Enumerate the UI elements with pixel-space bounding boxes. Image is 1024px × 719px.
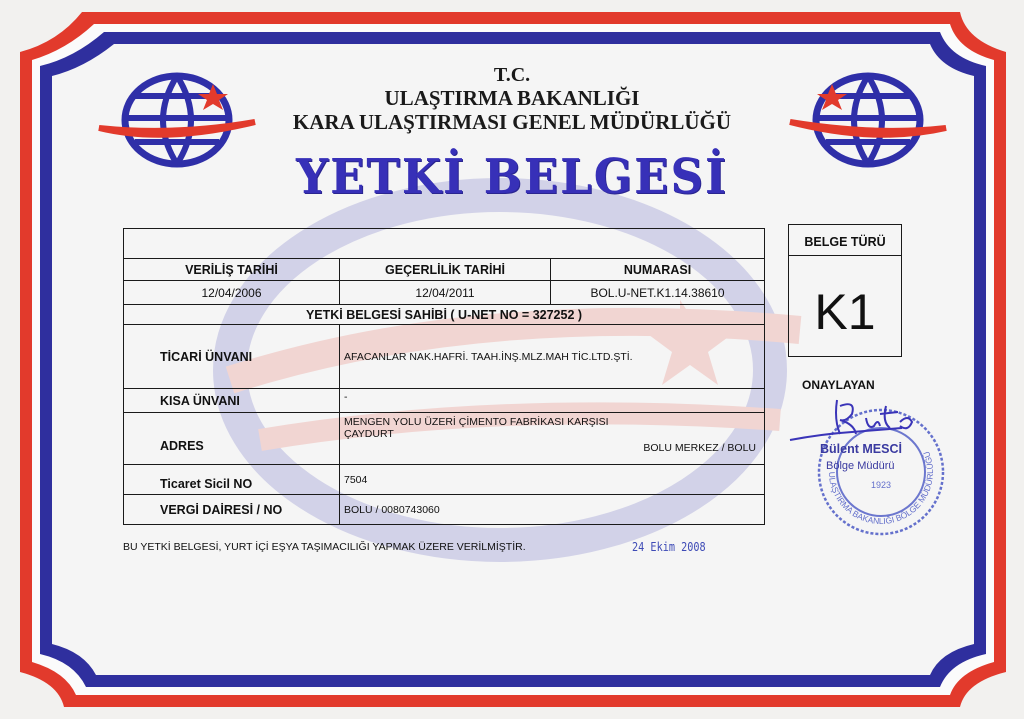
address-city: BOLU MERKEZ / BOLU xyxy=(643,442,756,454)
registry-value: 7504 xyxy=(340,465,765,495)
header-tc: T.C. xyxy=(493,64,531,86)
approver-label: ONAYLAYAN xyxy=(802,378,875,392)
short-name-row xyxy=(124,389,765,413)
address-row xyxy=(124,413,765,465)
approver-name: Bülent MESCİ xyxy=(820,442,902,456)
footer-note: BU YETKİ BELGESİ, YURT İÇİ EŞYA TAŞIMACILIĞI YAPMAK ÜZERE VERİLMİŞTİR. xyxy=(123,541,526,553)
certificate-table xyxy=(123,228,765,525)
table-top-spacer xyxy=(124,229,765,259)
trade-name-row xyxy=(124,325,765,389)
address-line1: MENGEN YOLU ÜZERİ ÇİMENTO FABRİKASI KARŞISI xyxy=(344,416,609,428)
document-type-value: K1 xyxy=(814,284,876,340)
header-directorate: KARA ULAŞTIRMASI GENEL MÜDÜRLÜĞÜ xyxy=(292,110,732,134)
issue-date-value: 12/04/2006 xyxy=(124,281,340,305)
approver-title: Bölge Müdürü xyxy=(826,460,895,472)
seal-year: 1923 xyxy=(870,480,892,490)
trade-name-label: TİCARİ ÜNVANI xyxy=(124,325,340,389)
short-name-value: - xyxy=(340,389,765,413)
number-value: BOL.U-NET.K1.14.38610 xyxy=(551,281,765,305)
table-top-spacer-row xyxy=(124,229,765,259)
col-header-number: NUMARASI xyxy=(551,259,765,281)
short-name-label: KISA ÜNVANI xyxy=(124,389,340,413)
trade-name-value: AFACANLAR NAK.HAFRİ. TAAH.İNŞ.MLZ.MAH TİC.LTD.ŞTİ. xyxy=(340,325,765,389)
document-type-box xyxy=(788,224,902,357)
document-type-divider xyxy=(789,255,901,256)
holder-header: YETKİ BELGESİ SAHİBİ ( U-NET NO = 327252 ) xyxy=(124,305,765,325)
tax-value: BOLU / 0080743060 xyxy=(340,495,765,525)
table-dates-row xyxy=(124,281,765,305)
valid-until-value: 12/04/2011 xyxy=(340,281,551,305)
registry-row xyxy=(124,465,765,495)
document-title: YETKİ BELGESİ xyxy=(296,148,728,205)
tax-row xyxy=(124,495,765,525)
tax-label: VERGİ DAİRESİ / NO xyxy=(124,495,340,525)
seal-ring-text: ULAŞTIRMA BAKANLIĞI BÖLGE MÜDÜRLÜĞÜ xyxy=(826,450,936,527)
address-line2: ÇAYDURT xyxy=(344,428,394,440)
document-type-label: BELGE TÜRÜ xyxy=(804,235,886,249)
registry-label: Ticaret Sicil NO xyxy=(124,465,340,495)
stamp-date: 24 Ekim 2008 xyxy=(632,540,706,554)
table-header-row xyxy=(124,259,765,281)
holder-header-row xyxy=(124,305,765,325)
address-cell xyxy=(340,413,765,465)
address-label: ADRES xyxy=(124,413,340,465)
col-header-valid-until: GEÇERLİLİK TARİHİ xyxy=(340,259,551,281)
col-header-issue-date: VERİLİŞ TARİHİ xyxy=(124,259,340,281)
header-ministry: ULAŞTIRMA BAKANLIĞI xyxy=(384,86,640,110)
